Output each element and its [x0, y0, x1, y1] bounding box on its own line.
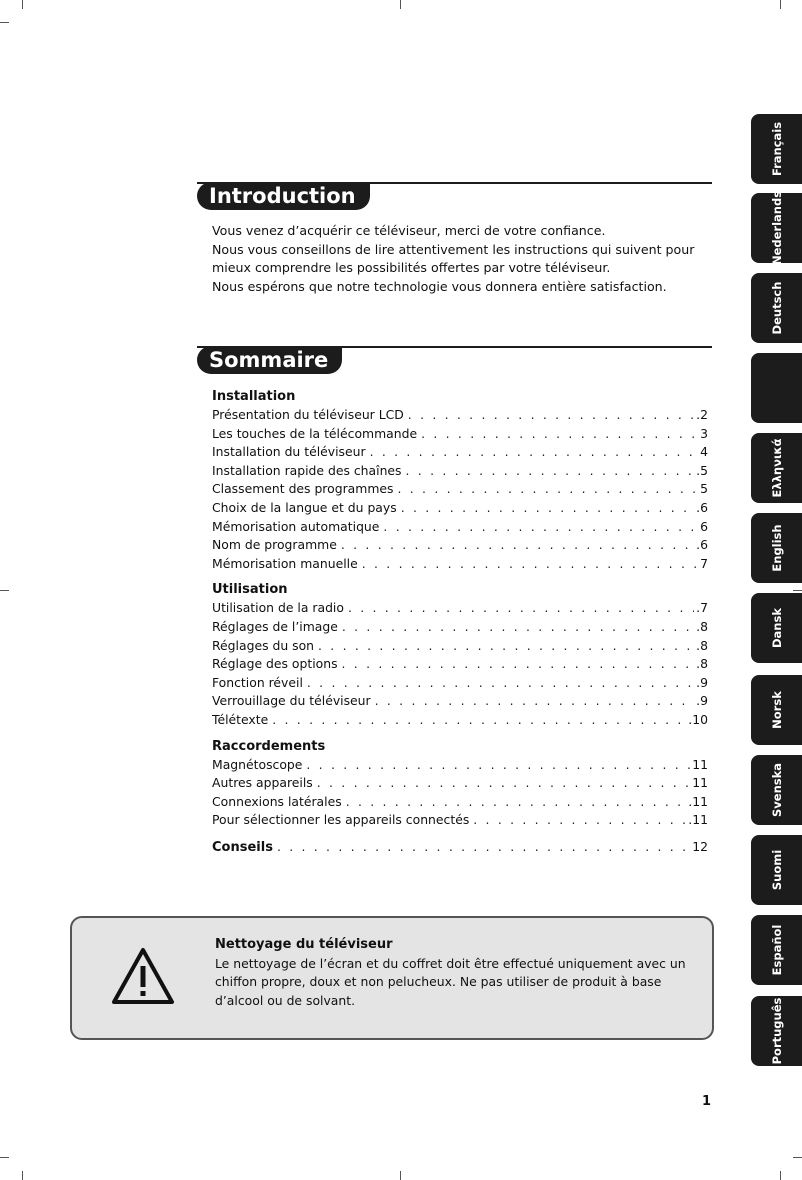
- toc-entry[interactable]: Télétexte . . . .10: [212, 711, 708, 730]
- crop-mark: [793, 590, 802, 591]
- notice-line: chiffon propre, doux et non pelucheux. Ne pas utiliser de produit à base: [215, 974, 662, 990]
- toc-entry[interactable]: Mémorisation manuelle . . . 7: [212, 555, 708, 574]
- crop-mark: [400, 1171, 401, 1180]
- toc-group-raccordements: Raccordements: [212, 738, 326, 754]
- toc-entry[interactable]: Réglage des options . . . .8: [212, 655, 708, 674]
- language-tab-suomi[interactable]: Suomi: [751, 835, 802, 905]
- crop-mark: [0, 1157, 9, 1158]
- language-tab-norsk[interactable]: Norsk: [751, 675, 802, 745]
- notice-title: Nettoyage du téléviseur: [215, 937, 393, 952]
- notice-line: Le nettoyage de l’écran et du coffret doit être effectué uniquement avec un: [215, 955, 686, 971]
- introduction-text: [212, 222, 712, 296]
- crop-mark: [780, 0, 781, 9]
- toc-entry[interactable]: Installation rapide des chaînes . . . .5: [212, 462, 708, 481]
- crop-mark: [0, 590, 9, 591]
- toc-entry[interactable]: Présentation du téléviseur LCD . . . .2: [212, 406, 708, 425]
- toc-entry[interactable]: Nom de programme . . . .6: [212, 536, 708, 555]
- language-tab-espanol[interactable]: Español: [751, 915, 802, 985]
- intro-line: Nous espérons que notre technologie vous donnera entière satisfaction.: [212, 278, 667, 294]
- toc-entry-conseils[interactable]: Conseils . . . 12: [212, 838, 708, 857]
- toc-entry[interactable]: Pour sélectionner les appareils connectés . . . .11: [212, 811, 708, 830]
- notice-line: d’alcool ou de solvant.: [215, 992, 356, 1008]
- introduction-heading-bar: [197, 182, 712, 212]
- crop-mark: [400, 0, 401, 9]
- toc-entry[interactable]: Magnétoscope . . . 11: [212, 756, 708, 775]
- language-tab-deutsch[interactable]: Deutsch: [751, 273, 802, 343]
- language-tab-greek[interactable]: Ελληνικά: [751, 433, 802, 503]
- toc-entry[interactable]: Installation du téléviseur . . . 4: [212, 443, 708, 462]
- introduction-heading: Introduction: [197, 182, 370, 210]
- toc-entry[interactable]: Choix de la langue et du pays . . . .6: [212, 499, 708, 518]
- crop-mark: [793, 1157, 802, 1158]
- intro-line: Nous vous conseillons de lire attentivement les instructions qui suivent pour: [212, 241, 695, 257]
- notice-text: [215, 936, 695, 1010]
- toc-entry[interactable]: Connexions latérales . . . .11: [212, 793, 708, 812]
- language-tab-nederlands[interactable]: Nederlands: [751, 193, 802, 263]
- intro-line: Vous venez d’acquérir ce téléviseur, merci de votre confiance.: [212, 223, 606, 238]
- toc-entry[interactable]: Verrouillage du téléviseur . . . .9: [212, 692, 708, 711]
- toc-entry[interactable]: Utilisation de la radio . . . .7: [212, 599, 708, 618]
- table-of-contents: [212, 388, 708, 856]
- language-tab-english[interactable]: English: [751, 513, 802, 583]
- crop-mark: [22, 0, 23, 9]
- language-tab-francais[interactable]: Français: [751, 114, 802, 184]
- language-tab-blank[interactable]: [751, 353, 802, 423]
- language-tab-portugues[interactable]: Português: [751, 996, 802, 1066]
- cleaning-notice-box: [70, 916, 714, 1040]
- toc-entry[interactable]: Fonction réveil . . . .9: [212, 674, 708, 693]
- intro-line: mieux comprendre les possibilités offertes par votre téléviseur.: [212, 260, 611, 276]
- toc-entry[interactable]: Les touches de la télécommande . . . 3: [212, 425, 708, 444]
- crop-mark: [780, 1171, 781, 1180]
- language-tab-svenska[interactable]: Svenska: [751, 755, 802, 825]
- toc-group-installation: Installation: [212, 389, 296, 404]
- toc-entry[interactable]: Mémorisation automatique . . . 6: [212, 518, 708, 537]
- toc-group-utilisation: Utilisation: [212, 582, 288, 598]
- language-tab-dansk[interactable]: Dansk: [751, 593, 802, 663]
- crop-mark: [22, 1171, 23, 1180]
- toc-entry[interactable]: Réglages de l’image . . . .8: [212, 618, 708, 637]
- sommaire-heading-bar: [197, 346, 712, 376]
- warning-triangle-icon: [110, 946, 176, 1006]
- toc-entry[interactable]: Autres appareils . . . 11: [212, 774, 708, 793]
- sommaire-heading: Sommaire: [197, 346, 342, 374]
- toc-entry[interactable]: Classement des programmes . . . 5: [212, 480, 708, 499]
- toc-entry[interactable]: Réglages du son . . . .8: [212, 637, 708, 656]
- page-number: 1: [702, 1094, 712, 1109]
- crop-mark: [0, 22, 9, 23]
